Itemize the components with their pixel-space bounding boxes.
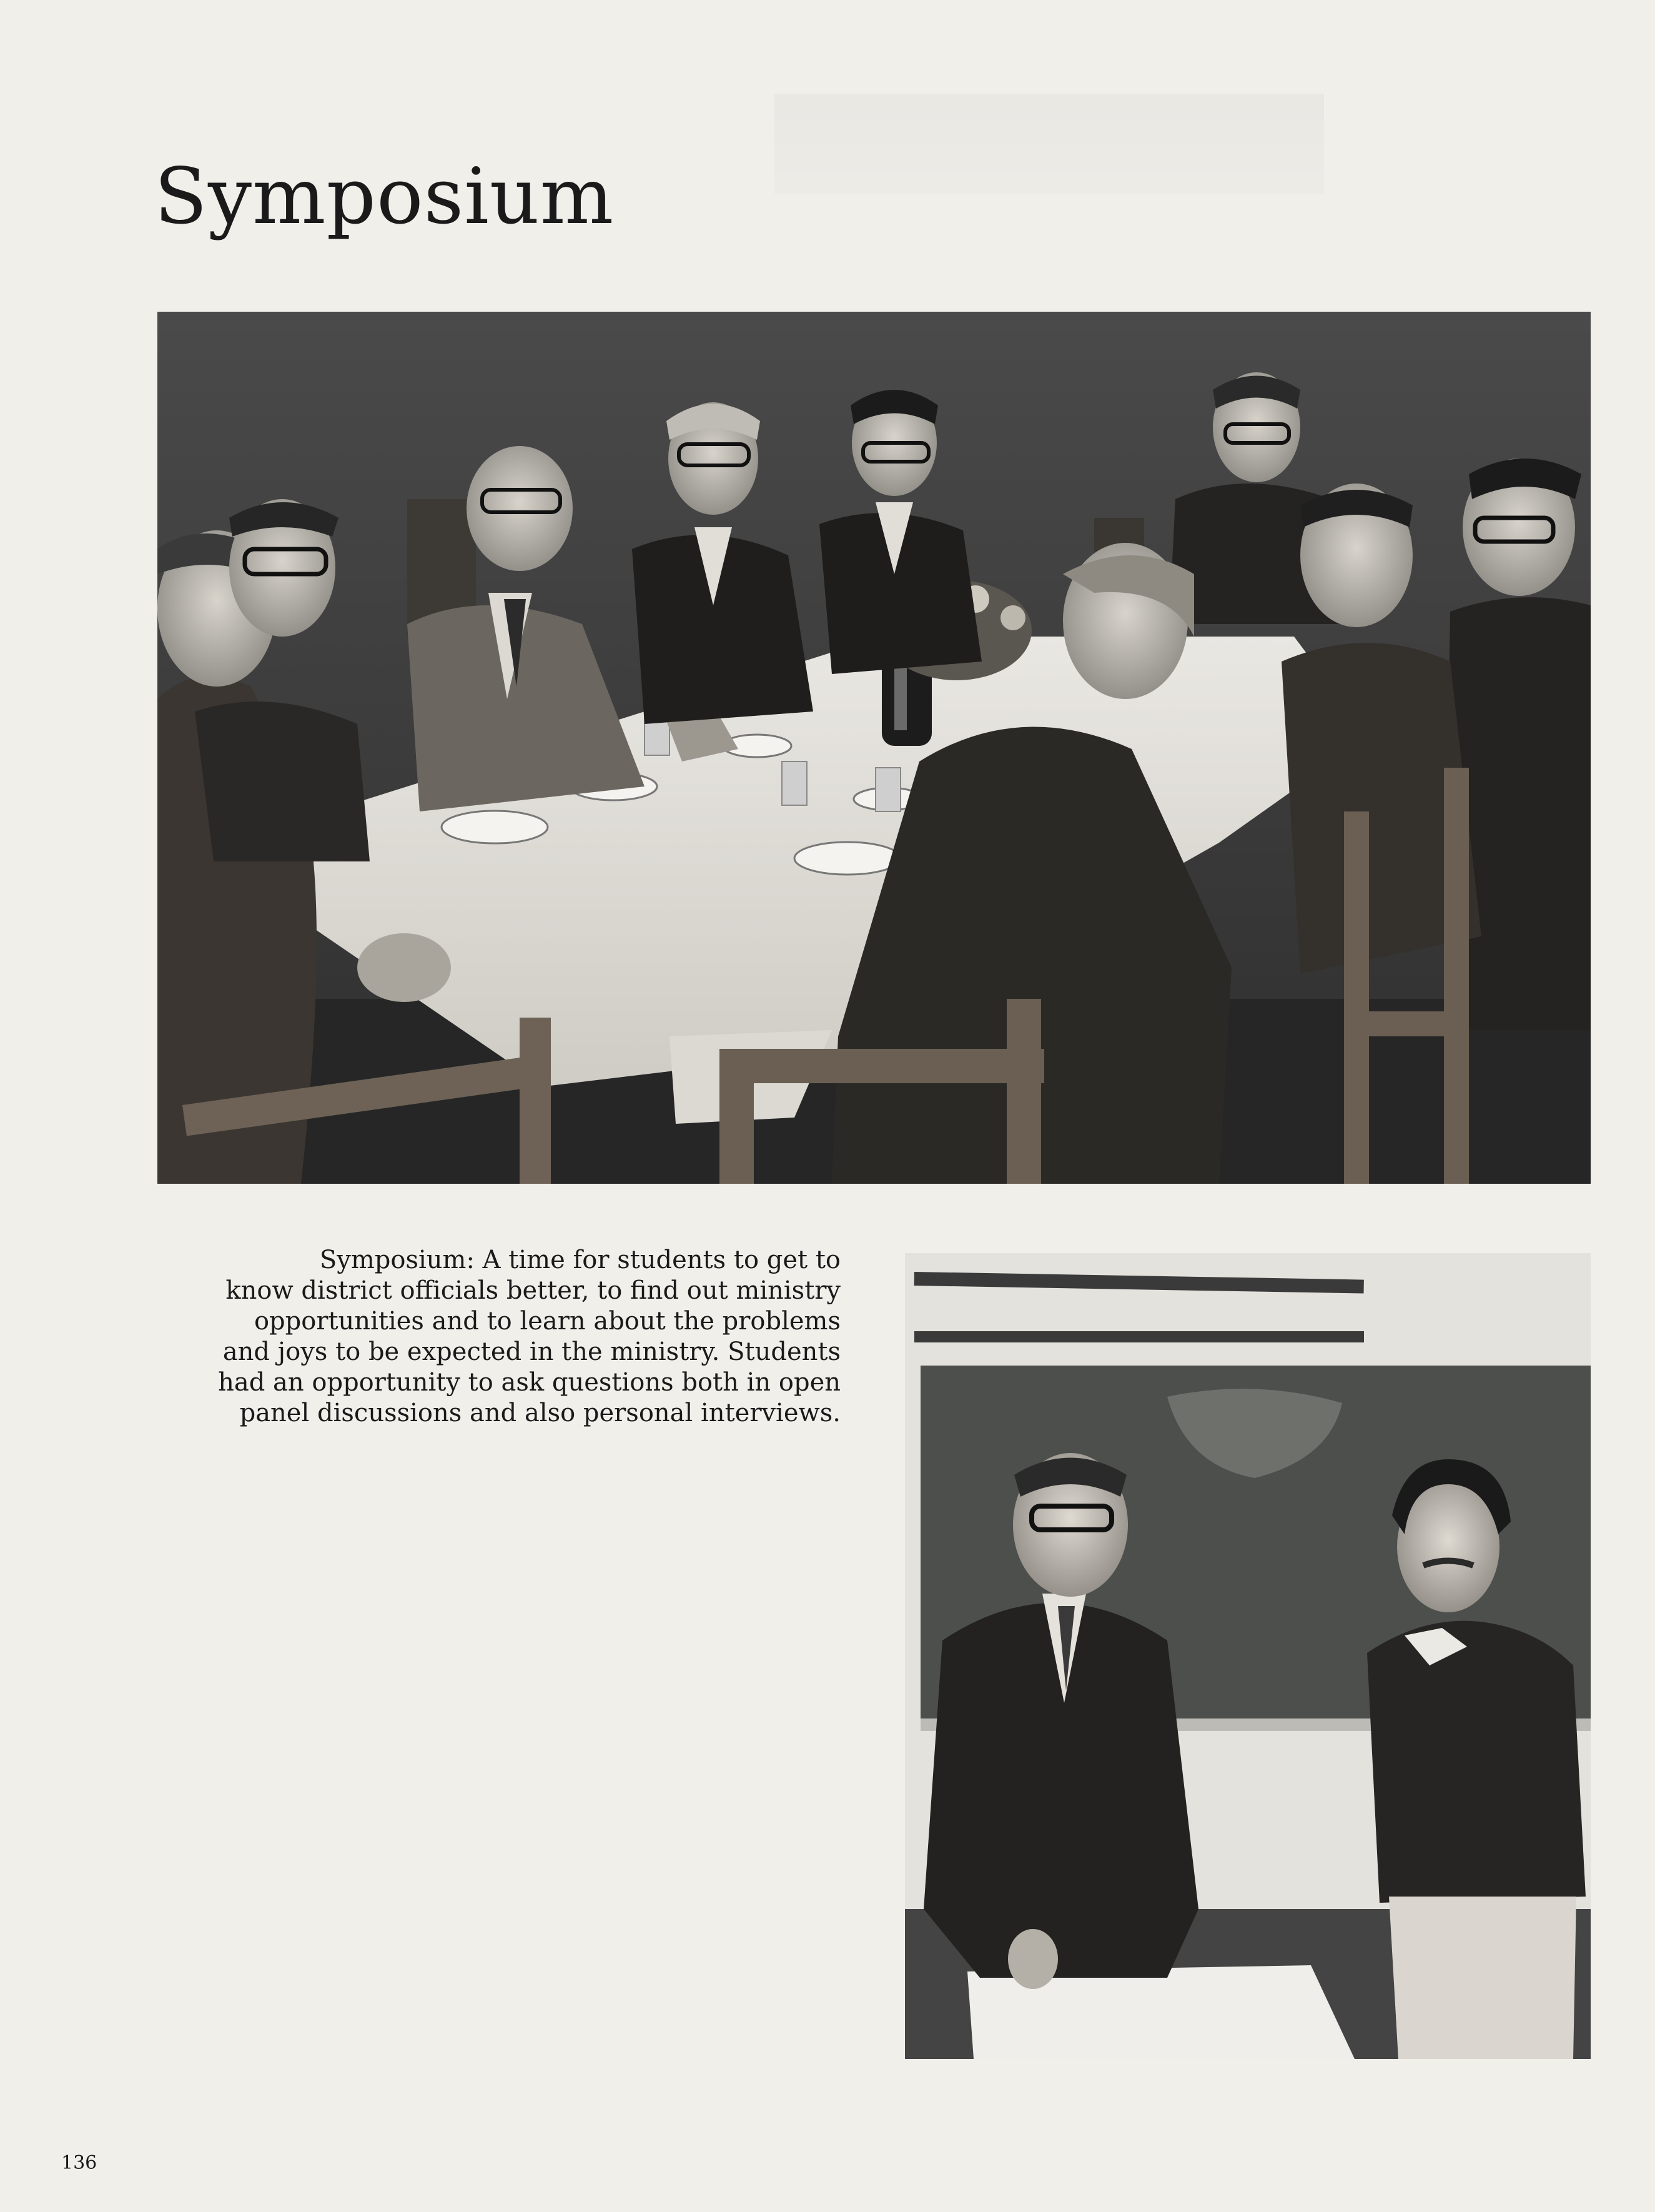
caption-line: had an opportunity to ask questions both in open [218,1368,841,1397]
caption-line: panel discussions and also personal interviews. [239,1399,841,1427]
caption-line: Symposium: A time for students to get to [319,1246,841,1274]
caption-line: opportunities and to learn about the problems [254,1307,841,1336]
page-number: 136 [61,2152,97,2174]
photo-caption [169,1245,841,1429]
show-through-shadow [774,94,1324,194]
page-title: Symposium [154,152,615,242]
caption-line: know district officials better, to find out ministry [225,1276,841,1305]
dinner-table-photo-illustration [157,312,1591,1184]
dinner-table-photo [157,312,1591,1184]
chalkboard-conversation-illustration [905,1253,1591,2059]
chalkboard-conversation-photo [905,1253,1591,2059]
caption-line: and joys to be expected in the ministry. Students [222,1337,841,1366]
